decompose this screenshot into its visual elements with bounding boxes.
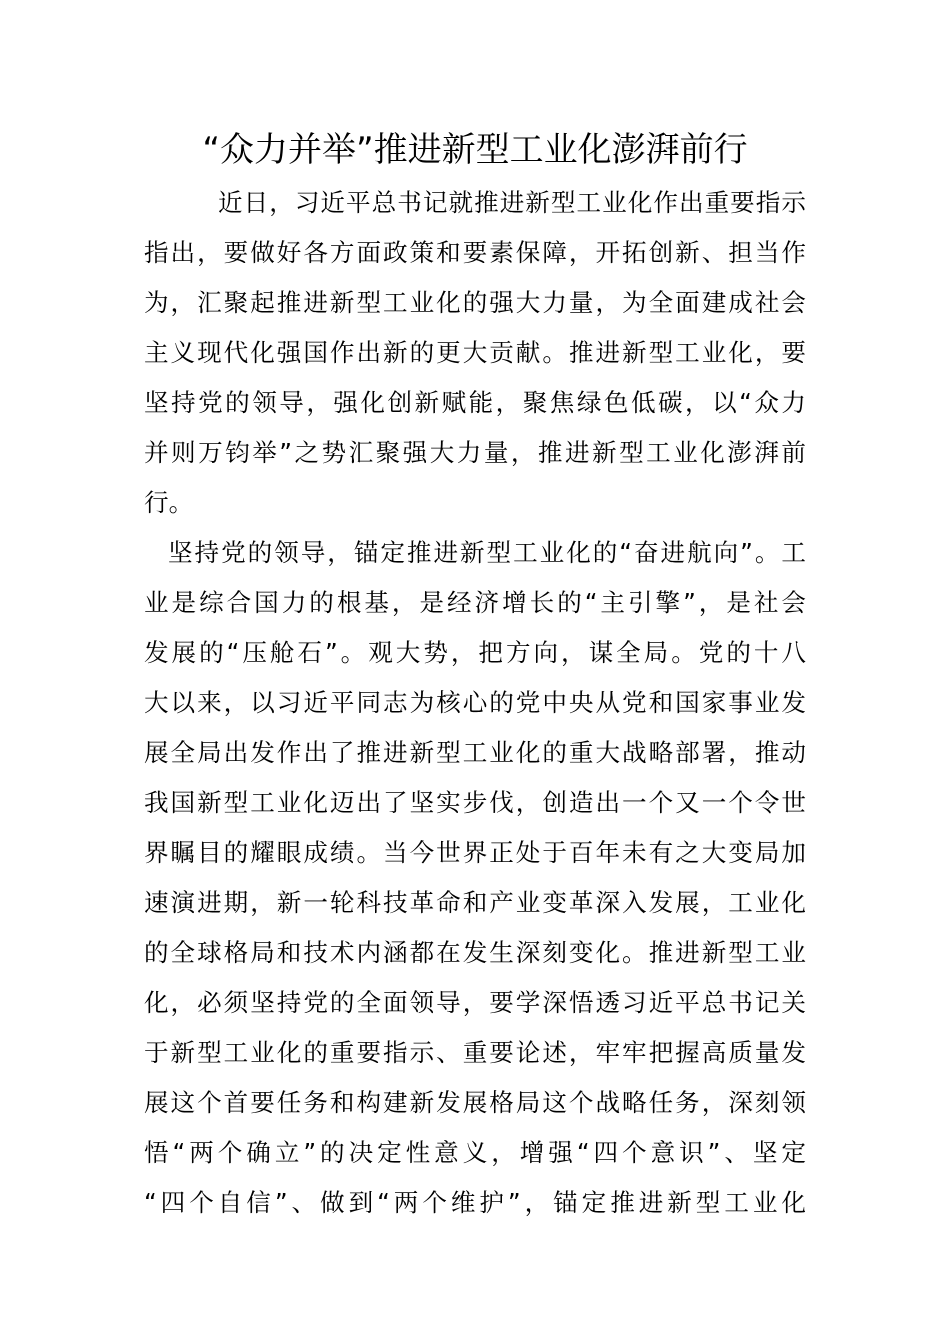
paragraph-line: 展全局出发作出了推进新型工业化的重大战略部署，推动 bbox=[144, 738, 806, 767]
paragraph-line: 我国新型工业化迈出了坚实步伐，创造出一个又一个令世 bbox=[144, 788, 806, 817]
paragraph-line: 于新型工业化的重要指示、重要论述，牢牢把握高质量发 bbox=[144, 1038, 806, 1067]
paragraph-line: 主义现代化强国作出新的更大贡献。推进新型工业化，要 bbox=[144, 338, 806, 367]
paragraph-line: “四个自信”、做到“两个维护”，锚定推进新型工业化 bbox=[144, 1188, 806, 1217]
paragraph-line: 发展的“压舱石”。观大势，把方向，谋全局。党的十八 bbox=[144, 638, 806, 667]
paragraph-line: 业是综合国力的根基，是经济增长的“主引擎”，是社会 bbox=[144, 588, 806, 617]
paragraph-line: 并则万钧举”之势汇聚强大力量，推进新型工业化澎湃前 bbox=[144, 438, 806, 467]
document-body bbox=[144, 178, 806, 1228]
paragraph-line: 界瞩目的耀眼成绩。当今世界正处于百年未有之大变局加 bbox=[144, 838, 806, 867]
paragraph-line: 大以来，以习近平同志为核心的党中央从党和国家事业发 bbox=[144, 688, 806, 717]
paragraph-2 bbox=[144, 528, 806, 1228]
document-title: “众力并举”推进新型工业化澎湃前行 bbox=[202, 130, 748, 170]
paragraph-line: 展这个首要任务和构建新发展格局这个战略任务，深刻领 bbox=[144, 1088, 806, 1117]
paragraph-line: 坚持党的领导，锚定推进新型工业化的“奋进航向”。工 bbox=[168, 538, 806, 567]
paragraph-line: 为，汇聚起推进新型工业化的强大力量，为全面建成社会 bbox=[144, 288, 806, 317]
paragraph-line: 坚持党的领导，强化创新赋能，聚焦绿色低碳，以“众力 bbox=[144, 388, 806, 417]
paragraph-line: 的全球格局和技术内涵都在发生深刻变化。推进新型工业 bbox=[144, 938, 806, 967]
paragraph-line: 行。 bbox=[144, 488, 194, 517]
paragraph-1 bbox=[144, 178, 806, 528]
paragraph-line: 化，必须坚持党的全面领导，要学深悟透习近平总书记关 bbox=[144, 988, 806, 1017]
paragraph-line: 近日，习近平总书记就推进新型工业化作出重要指示 bbox=[218, 188, 806, 217]
paragraph-line: 悟“两个确立”的决定性意义，增强“四个意识”、坚定 bbox=[144, 1138, 806, 1167]
paragraph-line: 指出，要做好各方面政策和要素保障，开拓创新、担当作 bbox=[144, 238, 806, 267]
paragraph-line: 速演进期，新一轮科技革命和产业变革深入发展，工业化 bbox=[144, 888, 806, 917]
